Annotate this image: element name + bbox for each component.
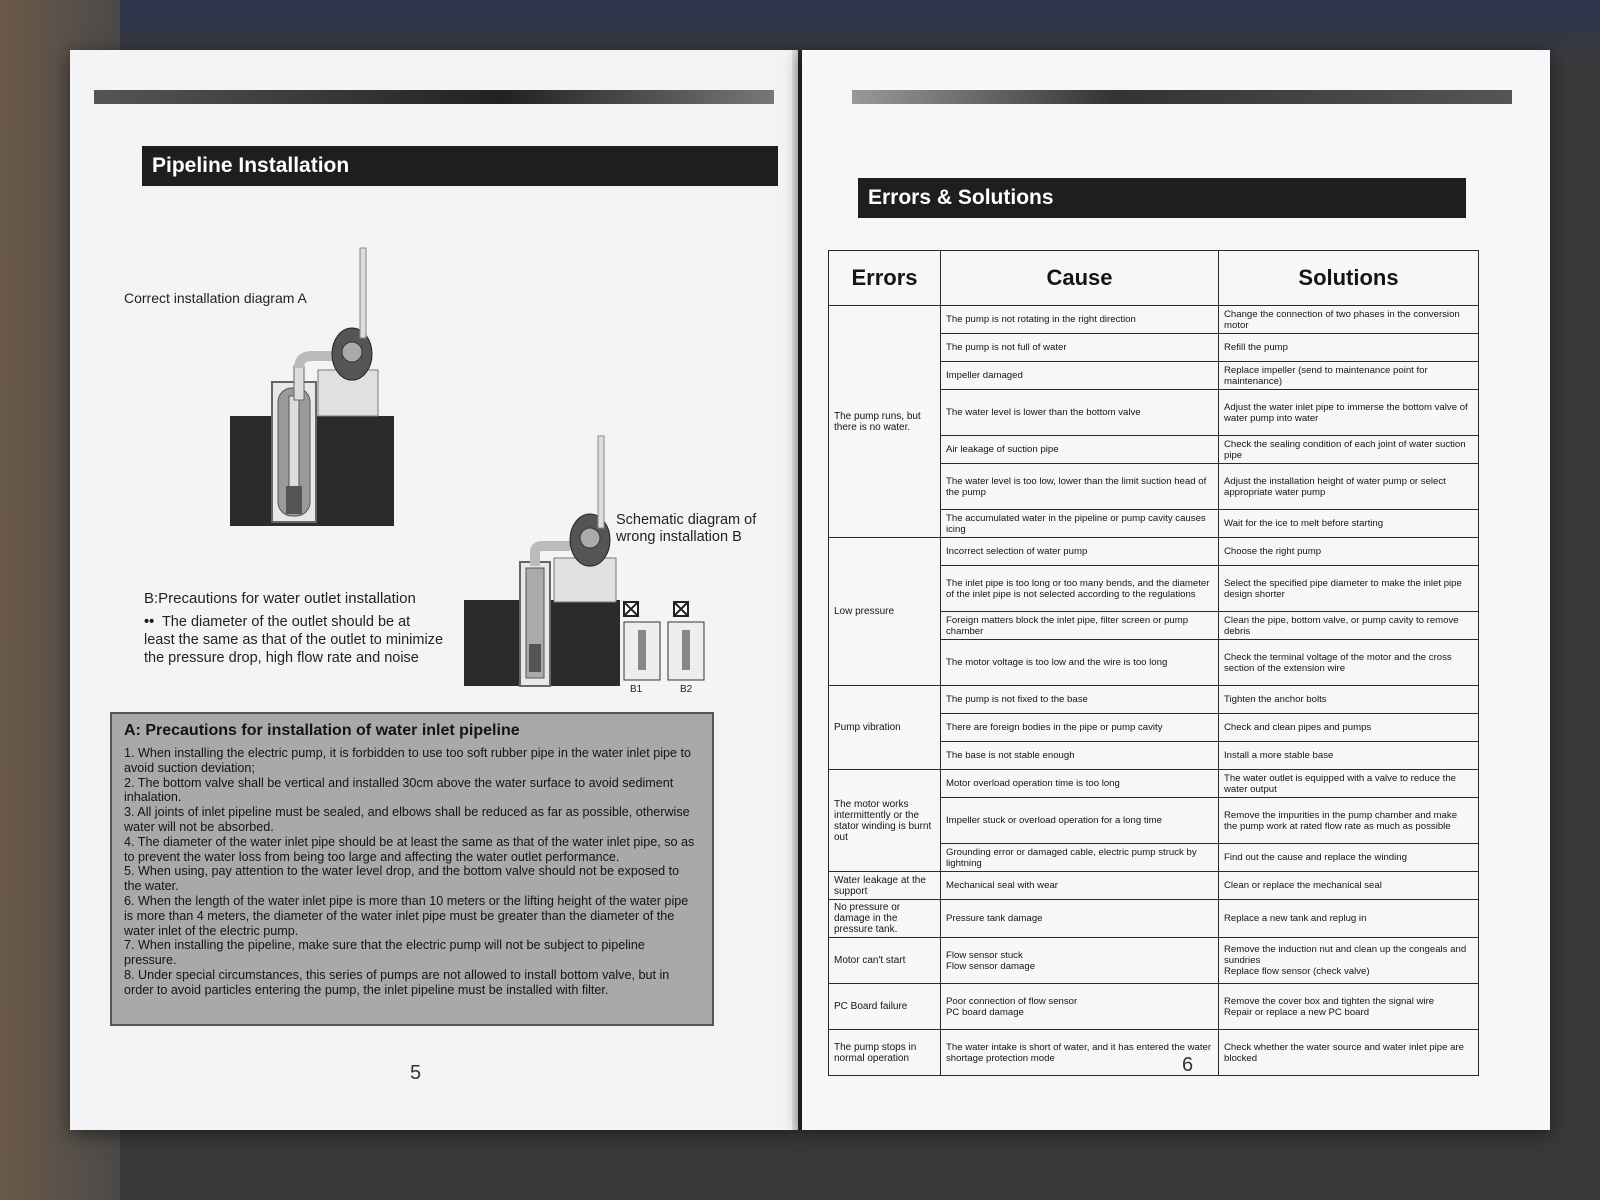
solution-cell: Remove the cover box and tighten the signal wire Repair or replace a new PC board [1219, 984, 1479, 1030]
solution-cell: Remove the impurities in the pump chamber and make the pump work at rated flow rate as much as possible [1219, 798, 1479, 844]
inlet-precaution-item: 7. When installing the pipeline, make sure that the electric pump will not be subject to pipeline pressure. [124, 938, 645, 968]
cause-cell: Air leakage of suction pipe [941, 436, 1219, 464]
table-row [829, 938, 1479, 984]
error-cell: Low pressure [829, 538, 941, 686]
cause-cell: The accumulated water in the pipeline or pump cavity causes icing [941, 510, 1219, 538]
diagram-b-wrong-installation [462, 434, 712, 694]
diagram-a-correct-installation [226, 246, 406, 546]
error-cell: The motor works intermittently or the stator winding is burnt out [829, 770, 941, 872]
table-row [829, 686, 1479, 714]
caption-diagram-b-line1: Schematic diagram of [616, 512, 757, 528]
solution-cell: Remove the induction nut and clean up the congeals and sundries Replace flow sensor (check valve) [1219, 938, 1479, 984]
error-cell: The pump runs, but there is no water. [829, 306, 941, 538]
inlet-precaution-item: 6. When the length of the water inlet pipe is more than 10 meters or the lifting height of the water pipe is more than 4 meters, the diameter of the water inlet pipe must be greater than the diameter of the water inlet of the electric pump. [124, 893, 689, 938]
table-row [829, 1030, 1479, 1076]
solution-cell: Refill the pump [1219, 334, 1479, 362]
errors-solutions-table [828, 250, 1479, 1076]
label-b2: B2 [680, 684, 693, 695]
cause-cell: Pressure tank damage [941, 900, 1219, 938]
cause-cell: Incorrect selection of water pump [941, 538, 1219, 566]
cause-cell: The pump is not full of water [941, 334, 1219, 362]
cause-cell: The pump is not rotating in the right direction [941, 306, 1219, 334]
manual-booklet [70, 50, 1550, 1130]
cause-cell: The inlet pipe is too long or too many bends, and the diameter of the inlet pipe is not selected according to the regulations [941, 566, 1219, 612]
solution-cell: Change the connection of two phases in the conversion motor [1219, 306, 1479, 334]
caption-diagram-a: Correct installation diagram A [124, 290, 307, 306]
solution-cell: Choose the right pump [1219, 538, 1479, 566]
cause-cell: The base is not stable enough [941, 742, 1219, 770]
cause-cell: Motor overload operation time is too long [941, 770, 1219, 798]
solution-cell: Wait for the ice to melt before starting [1219, 510, 1479, 538]
top-decorative-band [94, 90, 774, 104]
page-number: 5 [410, 1062, 422, 1084]
inlet-precaution-item: 3. All joints of inlet pipeline must be sealed, and elbows shall be reduced as far as possible, otherwise water will not be absorbed. [124, 805, 690, 834]
table-row [829, 538, 1479, 566]
solution-cell: Adjust the installation height of water pump or select appropriate water pump [1219, 464, 1479, 510]
solution-cell: Check the sealing condition of each joint of water suction pipe [1219, 436, 1479, 464]
inlet-precaution-item: 8. Under special circumstances, this series of pumps are not allowed to install bottom valve, but in order to avoid particles entering the pump, the inlet pipeline must be installed with filter. [124, 967, 670, 997]
column-header-errors: Errors [829, 251, 941, 306]
outlet-precautions-body: The diameter of the outlet should be at least the same as that of the outlet to minimize the pressure drop, high flow rate and noise [144, 614, 444, 666]
bullet-marker: •• [144, 614, 155, 630]
cause-cell: Impeller stuck or overload operation for a long time [941, 798, 1219, 844]
table-row [829, 984, 1479, 1030]
solution-cell: Check and clean pipes and pumps [1219, 714, 1479, 742]
section-title: Pipeline Installation [142, 146, 778, 186]
cause-cell: The pump is not fixed to the base [941, 686, 1219, 714]
solution-cell: Adjust the water inlet pipe to immerse the bottom valve of water pump into water [1219, 390, 1479, 436]
error-cell: Pump vibration [829, 686, 941, 770]
error-cell: No pressure or damage in the pressure tank. [829, 900, 941, 938]
cause-cell: The water intake is short of water, and it has entered the water shortage protection mode [941, 1030, 1219, 1076]
cause-cell: Impeller damaged [941, 362, 1219, 390]
cause-cell: Foreign matters block the inlet pipe, filter screen or pump chamber [941, 612, 1219, 640]
cause-cell: The water level is lower than the bottom valve [941, 390, 1219, 436]
cause-cell: The motor voltage is too low and the wire is too long [941, 640, 1219, 686]
page-left [70, 50, 798, 1130]
solution-cell: Replace a new tank and replug in [1219, 900, 1479, 938]
page-number: 6 [1182, 1054, 1194, 1076]
label-b1: B1 [630, 684, 643, 695]
error-cell: PC Board failure [829, 984, 941, 1030]
inlet-precaution-item: 2. The bottom valve shall be vertical and installed 30cm above the water surface to avoid sediment inhalation. [124, 775, 674, 805]
error-cell: Water leakage at the support [829, 872, 941, 900]
outlet-precautions-title: B:Precautions for water outlet installation [144, 590, 416, 607]
table-row [829, 900, 1479, 938]
solution-cell: Tighten the anchor bolts [1219, 686, 1479, 714]
errors-table-body [829, 306, 1479, 1076]
table-row [829, 306, 1479, 334]
column-header-solutions: Solutions [1219, 251, 1479, 306]
page-right [802, 50, 1550, 1130]
cause-cell: The water level is too low, lower than the limit suction head of the pump [941, 464, 1219, 510]
solution-cell: Replace impeller (send to maintenance point for maintenance) [1219, 362, 1479, 390]
error-cell: Motor can't start [829, 938, 941, 984]
outlet-precautions-text [144, 613, 444, 667]
inlet-precautions-title: A: Precautions for installation of water inlet pipeline [124, 722, 520, 739]
section-title: Errors & Solutions [858, 178, 1466, 218]
cause-cell: There are foreign bodies in the pipe or pump cavity [941, 714, 1219, 742]
inlet-precaution-item: 1. When installing the electric pump, it is forbidden to use too soft rubber pipe in the water inlet pipe to avoid suction deviation; [124, 746, 692, 775]
cause-cell: Flow sensor stuck Flow sensor damage [941, 938, 1219, 984]
solution-cell: Clean or replace the mechanical seal [1219, 872, 1479, 900]
solution-cell: Find out the cause and replace the winding [1219, 844, 1479, 872]
caption-diagram-b-line2: wrong installation B [616, 529, 742, 545]
column-header-cause: Cause [941, 251, 1219, 306]
error-cell: The pump stops in normal operation [829, 1030, 941, 1076]
table-row [829, 872, 1479, 900]
solution-cell: Install a more stable base [1219, 742, 1479, 770]
inlet-precaution-item: 4. The diameter of the water inlet pipe should be at least the same as that of the water inlet pipe, so as to prevent the water loss from being too large and affecting the water outlet performance. [124, 834, 695, 864]
solution-cell: Check whether the water source and water inlet pipe are blocked [1219, 1030, 1479, 1076]
table-row [829, 770, 1479, 798]
solution-cell: Select the specified pipe diameter to make the inlet pipe design shorter [1219, 566, 1479, 612]
solution-cell: Check the terminal voltage of the motor and the cross section of the extension wire [1219, 640, 1479, 686]
inlet-precaution-item: 5. When using, pay attention to the water level drop, and the bottom valve should not be exposed to the water. [124, 864, 680, 894]
solution-cell: Clean the pipe, bottom valve, or pump cavity to remove debris [1219, 612, 1479, 640]
top-decorative-band [852, 90, 1512, 104]
cause-cell: Grounding error or damaged cable, electric pump struck by lightning [941, 844, 1219, 872]
cause-cell: Mechanical seal with wear [941, 872, 1219, 900]
cause-cell: Poor connection of flow sensor PC board damage [941, 984, 1219, 1030]
solution-cell: The water outlet is equipped with a valve to reduce the water output [1219, 770, 1479, 798]
inlet-precautions-box [110, 712, 714, 1026]
